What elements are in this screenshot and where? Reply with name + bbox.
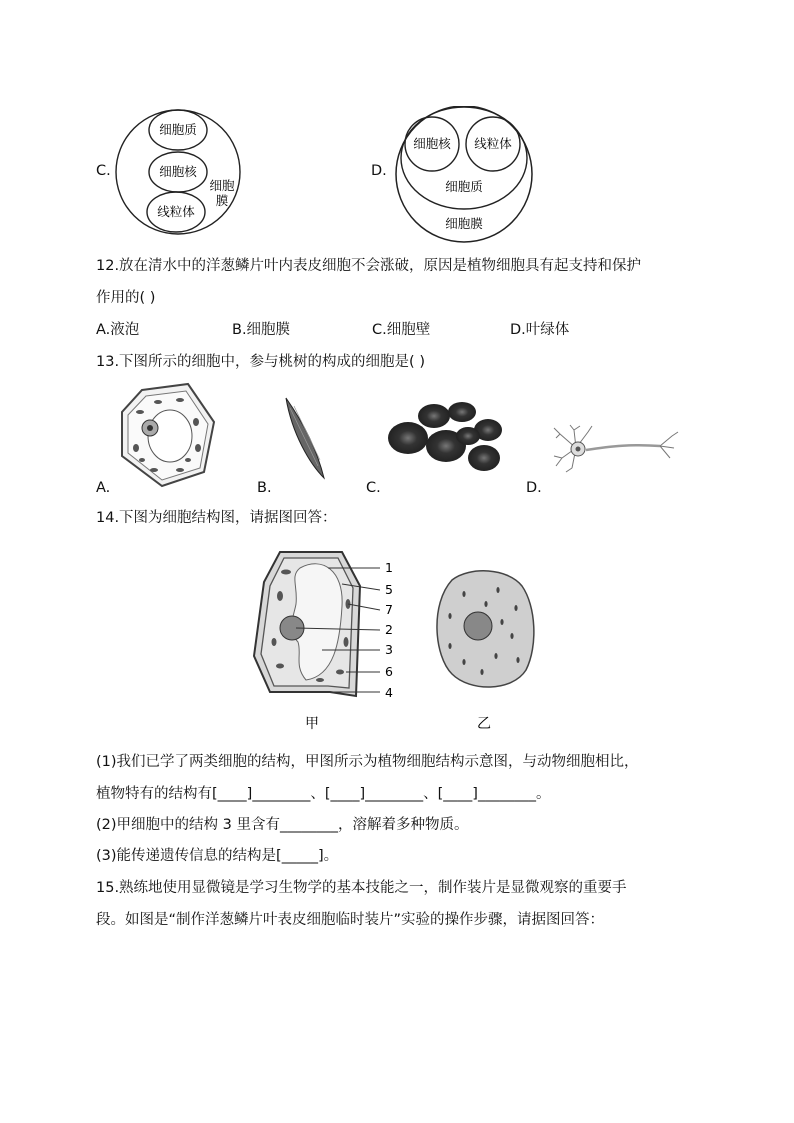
q12-option-b: B.细胞膜 <box>232 322 291 338</box>
q12-stem-line2: 作用的( ) <box>96 290 156 306</box>
c-nucleus-label: 细胞核 <box>159 164 197 179</box>
label-3: 3 <box>385 642 393 657</box>
q15-line2: 段。如图是“制作洋葱鳞片叶表皮细胞临时装片”实验的操作步骤，请据图回答： <box>96 912 605 928</box>
red-blood-cells-image <box>386 396 506 476</box>
d-mitochondria-label: 线粒体 <box>474 136 512 151</box>
option-c-diagram <box>110 108 250 238</box>
q12-option-a: A.液泡 <box>96 322 140 338</box>
q12-option-c: C.细胞壁 <box>372 322 431 338</box>
q13-option-c: C. <box>366 480 381 496</box>
label-7: 7 <box>385 602 393 617</box>
q12-option-d: D.叶绿体 <box>510 322 570 338</box>
c-mitochondria-label: 线粒体 <box>157 204 195 219</box>
q14-sub1-line2: 植物特有的结构有[____]________、[____]________、[____]________。 <box>96 786 551 802</box>
neuron-image <box>552 424 682 474</box>
c-cytoplasm-label: 细胞质 <box>159 122 197 137</box>
d-cytoplasm-label: 细胞质 <box>445 179 483 194</box>
label-1: 1 <box>385 560 393 575</box>
q15-line1: 15.熟练地使用显微镜是学习生物学的基本技能之一，制作装片是显微观察的重要手 <box>96 880 627 896</box>
q12-stem-line1: 12.放在清水中的洋葱鳞片叶内表皮细胞不会涨破，原因是植物细胞具有起支持和保护 <box>96 258 642 274</box>
muscle-cell-image <box>280 394 330 484</box>
q13-stem: 13.下图所示的细胞中，参与桃树的构成的细胞是( ) <box>96 354 425 370</box>
d-membrane-label: 细胞膜 <box>445 216 483 231</box>
q14-sub2: (2)甲细胞中的结构 3 里含有________，溶解着多种物质。 <box>96 817 469 833</box>
q13-option-a: A. <box>96 480 111 496</box>
label-6: 6 <box>385 664 393 679</box>
caption-yi: 乙 <box>477 716 491 732</box>
d-nucleus-label: 细胞核 <box>413 136 451 151</box>
q13-option-b: B. <box>257 480 272 496</box>
label-2: 2 <box>385 622 393 637</box>
c-membrane-label-1: 细胞 <box>209 178 235 193</box>
c-membrane-label-2: 膜 <box>215 193 229 208</box>
option-c-letter: C. <box>96 163 111 179</box>
option-d-diagram <box>390 106 538 244</box>
label-5: 5 <box>385 582 393 597</box>
q14-sub1-line1: (1)我们已学了两类细胞的结构，甲图所示为植物细胞结构示意图，与动物细胞相比， <box>96 754 639 770</box>
option-d-letter: D. <box>371 163 387 179</box>
plant-cell-image <box>118 382 218 490</box>
label-4: 4 <box>385 685 393 700</box>
cell-structure-figure <box>250 546 540 736</box>
q14-sub3: (3)能传递遗传信息的结构是[_____]。 <box>96 848 339 864</box>
q13-option-d: D. <box>526 480 542 496</box>
caption-jia: 甲 <box>305 716 319 732</box>
q14-stem: 14.下图为细胞结构图，请据图回答： <box>96 510 337 526</box>
